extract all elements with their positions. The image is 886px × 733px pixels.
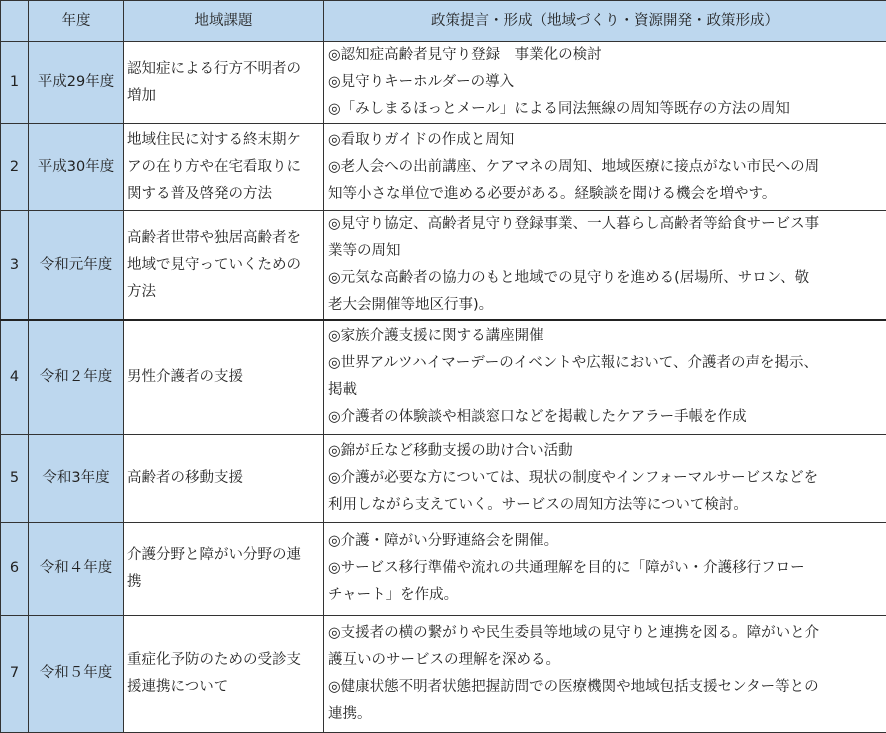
policy-line: ◎元気な高齢者の協力のもと地域での見守りを進める(居場所、サロン、敬	[328, 265, 882, 292]
row-year: 令和元年度	[29, 211, 124, 321]
policy-line: 利用しながら支えていく。サービスの周知方法等について検討。	[328, 492, 882, 519]
policy-line: 知等小さな単位で進める必要がある。経験談を聞ける機会を増やす。	[328, 181, 882, 208]
policy-line: チャート」を作成。	[328, 582, 882, 609]
row-issue	[124, 211, 324, 321]
policy-line: ◎老人会への出前講座、ケアマネの周知、地域医療に接点がない市民への周	[328, 154, 882, 181]
row-number: 5	[1, 434, 29, 522]
row-number: 6	[1, 522, 29, 615]
issue-line: 方法	[127, 279, 319, 306]
issue-line: 高齢者世帯や独居高齢者を	[127, 225, 319, 252]
policy-line: ◎介護者の体験談や相談窓口などを掲載したケアラー手帳を作成	[328, 404, 882, 431]
row-issue	[124, 320, 324, 434]
row-policy	[324, 42, 886, 124]
header-row	[1, 1, 886, 42]
policy-line: ◎錦が丘など移動支援の助け合い活動	[328, 438, 882, 465]
policy-line: 護互いのサービスの理解を深める。	[328, 647, 882, 674]
policy-line: 掲載	[328, 377, 882, 404]
header-policy: 政策提言・形成（地域づくり・資源開発・政策形成）	[324, 1, 886, 42]
row-issue	[124, 522, 324, 615]
issue-line: 重症化予防のための受診支	[127, 647, 319, 674]
row-policy	[324, 211, 886, 321]
row-year: 令和２年度	[29, 320, 124, 434]
issue-line: 地域で見守っていくための	[127, 252, 319, 279]
row-number: 2	[1, 124, 29, 211]
row-issue	[124, 42, 324, 124]
row-number: 3	[1, 211, 29, 321]
policy-line: ◎介護・障がい分野連絡会を開催。	[328, 528, 882, 555]
issue-line: 増加	[127, 83, 319, 110]
policy-line: ◎見守りキーホルダーの導入	[328, 69, 882, 96]
issue-line: 男性介護者の支援	[127, 364, 319, 391]
policy-line: ◎健康状態不明者状態把握訪問での医療機関や地域包括支援センター等との	[328, 674, 882, 701]
row-issue	[124, 615, 324, 732]
row-year: 令和５年度	[29, 615, 124, 732]
policy-line: ◎認知症高齢者見守り登録 事業化の検討	[328, 42, 882, 69]
table-row	[1, 42, 886, 124]
row-year: 平成30年度	[29, 124, 124, 211]
table-row	[1, 522, 886, 615]
table-row	[1, 615, 886, 732]
policy-line: ◎サービス移行準備や流れの共通理解を目的に「障がい・介護移行フロー	[328, 555, 882, 582]
row-year: 平成29年度	[29, 42, 124, 124]
header-issue: 地域課題	[124, 1, 324, 42]
table-row	[1, 211, 886, 321]
row-issue	[124, 124, 324, 211]
issue-line: 関する普及啓発の方法	[127, 181, 319, 208]
row-policy	[324, 522, 886, 615]
header-year: 年度	[29, 1, 124, 42]
policy-line: ◎見守り協定、高齢者見守り登録事業、一人暮らし高齢者等給食サービス事	[328, 211, 882, 238]
row-issue	[124, 434, 324, 522]
policy-line: ◎家族介護支援に関する講座開催	[328, 323, 882, 350]
table-row	[1, 434, 886, 522]
policy-line: ◎支援者の横の繋がりや民生委員等地域の見守りと連携を図る。障がいと介	[328, 620, 882, 647]
policy-line: ◎看取りガイドの作成と周知	[328, 127, 882, 154]
header-num	[1, 1, 29, 42]
row-policy	[324, 615, 886, 732]
table-row	[1, 320, 886, 434]
issue-line: 認知症による行方不明者の	[127, 56, 319, 83]
row-year: 令和４年度	[29, 522, 124, 615]
row-number: 4	[1, 320, 29, 434]
issue-line: 高齢者の移動支援	[127, 465, 319, 492]
issue-line: アの在り方や在宅看取りに	[127, 154, 319, 181]
issue-line: 地域住民に対する終末期ケ	[127, 127, 319, 154]
row-number: 1	[1, 42, 29, 124]
issue-line: 携	[127, 569, 319, 596]
row-policy	[324, 320, 886, 434]
table-row	[1, 124, 886, 211]
issue-line: 介護分野と障がい分野の連	[127, 542, 319, 569]
policy-line: ◎「みしまるほっとメール」による同法無線の周知等既存の方法の周知	[328, 96, 882, 123]
row-policy	[324, 434, 886, 522]
row-year: 令和3年度	[29, 434, 124, 522]
policy-line: 老大会開催等地区行事)。	[328, 292, 882, 319]
issue-line: 援連携について	[127, 674, 319, 701]
policy-line: 連携。	[328, 701, 882, 728]
policy-line: 業等の周知	[328, 238, 882, 265]
policy-line: ◎世界アルツハイマーデーのイベントや広報において、介護者の声を掲示、	[328, 350, 882, 377]
row-policy	[324, 124, 886, 211]
row-number: 7	[1, 615, 29, 732]
policy-line: ◎介護が必要な方については、現状の制度やインフォーマルサービスなどを	[328, 465, 882, 492]
